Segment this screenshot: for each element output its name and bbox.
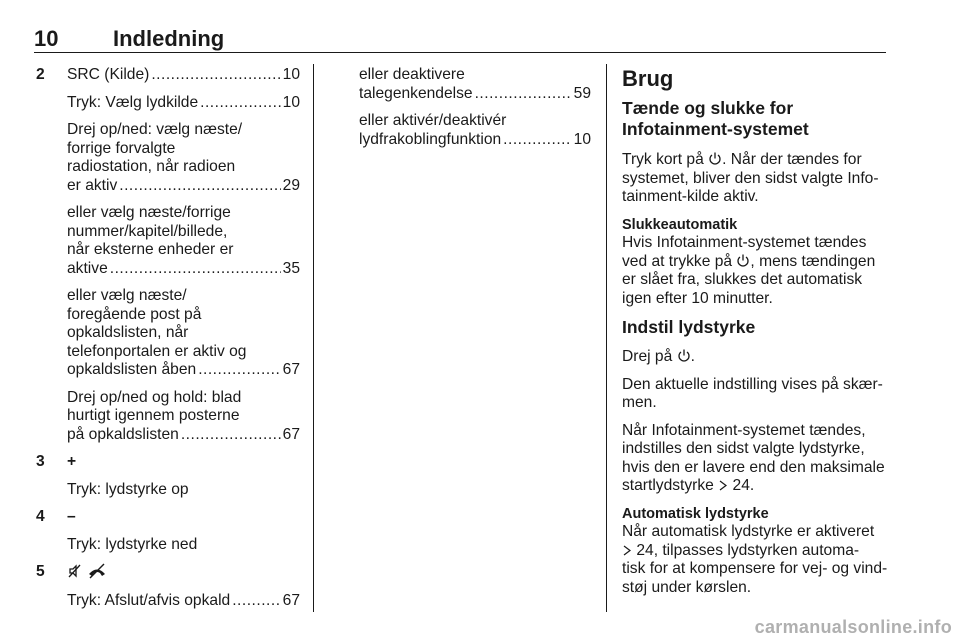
column-divider-left — [313, 64, 314, 612]
power-icon — [708, 151, 722, 166]
entry-4: 4 – Tryk: lydstyrke ned — [36, 508, 300, 554]
paragraph: Når Infotainment-systemet tændes, indstilles den sidst valgte lydstyrke, hvis den er lavere end den maksimale startlydstyrke 24. — [622, 421, 885, 494]
subheading-auto-volume: Automatisk lydstyrke — [622, 505, 769, 522]
hang-up-icon — [87, 563, 107, 579]
right-column — [622, 66, 888, 606]
page-title: Indledning — [113, 26, 225, 51]
section-heading-brug: Brug — [622, 66, 674, 91]
toc-item: eller aktivér/deaktivér lydfrakoblingfunktion ..... 10 — [359, 112, 591, 149]
left-column — [36, 66, 300, 619]
header-divider — [34, 52, 886, 53]
subheading-slukkeautomatik: Slukkeautomatik — [622, 216, 738, 233]
paragraph: Tryk kort på . Når der tændes for systemet, bliver den sidst valgte Info- tainment-kilde aktiv. — [622, 151, 879, 205]
entry-number: 4 — [36, 508, 45, 525]
toc-item: eller vælg næste/forrige nummer/kapitel/billede, når eksterne enheder er aktive ..... 35 — [67, 204, 300, 278]
paragraph: Automatisk lydstyrke Når automatisk lydstyrke er aktiveret 24, tilpasses lydstyrken automa- tisk for at kompensere for vej- og vind- støj under kørslen. — [622, 505, 888, 596]
page-header — [34, 26, 886, 54]
column-divider-right — [606, 64, 607, 612]
paragraph: Den aktuelle indstilling vises på skær- men. — [622, 375, 883, 411]
toc-line: Tryk: Afslut/afvis opkald ..... 67 — [67, 592, 300, 611]
subsection-heading-power: Tænde og slukke for Infotainment-systemet — [622, 98, 809, 139]
power-icon — [677, 348, 691, 363]
subsection-heading-volume: Indstil lydstyrke — [622, 317, 756, 337]
entry-symbol — [67, 563, 300, 583]
middle-column — [359, 66, 591, 158]
power-icon — [736, 253, 750, 268]
page-reference-arrow-icon — [718, 479, 728, 492]
entry-number: 2 — [36, 66, 45, 83]
watermark: carmanualsonline.info — [754, 617, 952, 637]
toc-item: eller vælg næste/ foregående post på opkaldslisten, når telefonportalen er aktiv og opkaldslisten åben ..... 67 — [67, 287, 300, 380]
entry-5 — [36, 563, 300, 610]
mute-icon — [67, 563, 83, 579]
entry-number: 3 — [36, 453, 45, 470]
toc-line: Tryk: Vælg lydkilde ..... 10 — [67, 94, 300, 113]
page-reference-arrow-icon — [622, 544, 632, 557]
entry-symbol: + — [67, 453, 77, 470]
page-number: 10 — [34, 26, 59, 51]
paragraph: Drej på . — [622, 348, 695, 365]
paragraph: Slukkeautomatik Hvis Infotainment-systemet tændes ved at trykke på , mens tændingen er slået fra, slukkes det automatisk igen efter 10 minutter. — [622, 216, 888, 309]
entry-symbol: – — [67, 508, 76, 525]
toc-line: SRC (Kilde) ..... 10 — [67, 66, 300, 85]
entry-3: 3 + Tryk: lydstyrke op — [36, 453, 300, 499]
toc-item: eller deaktivere talegenkendelse ..... 59 — [359, 66, 591, 103]
toc-item: Drej op/ned og hold: blad hurtigt igennem posterne på opkaldslisten ..... 67 — [67, 389, 300, 445]
toc-item: Drej op/ned: vælg næste/ forrige forvalgte radiostation, når radioen er aktiv ..... 29 — [67, 121, 300, 195]
entry-number: 5 — [36, 563, 45, 580]
entry-2 — [36, 66, 300, 444]
